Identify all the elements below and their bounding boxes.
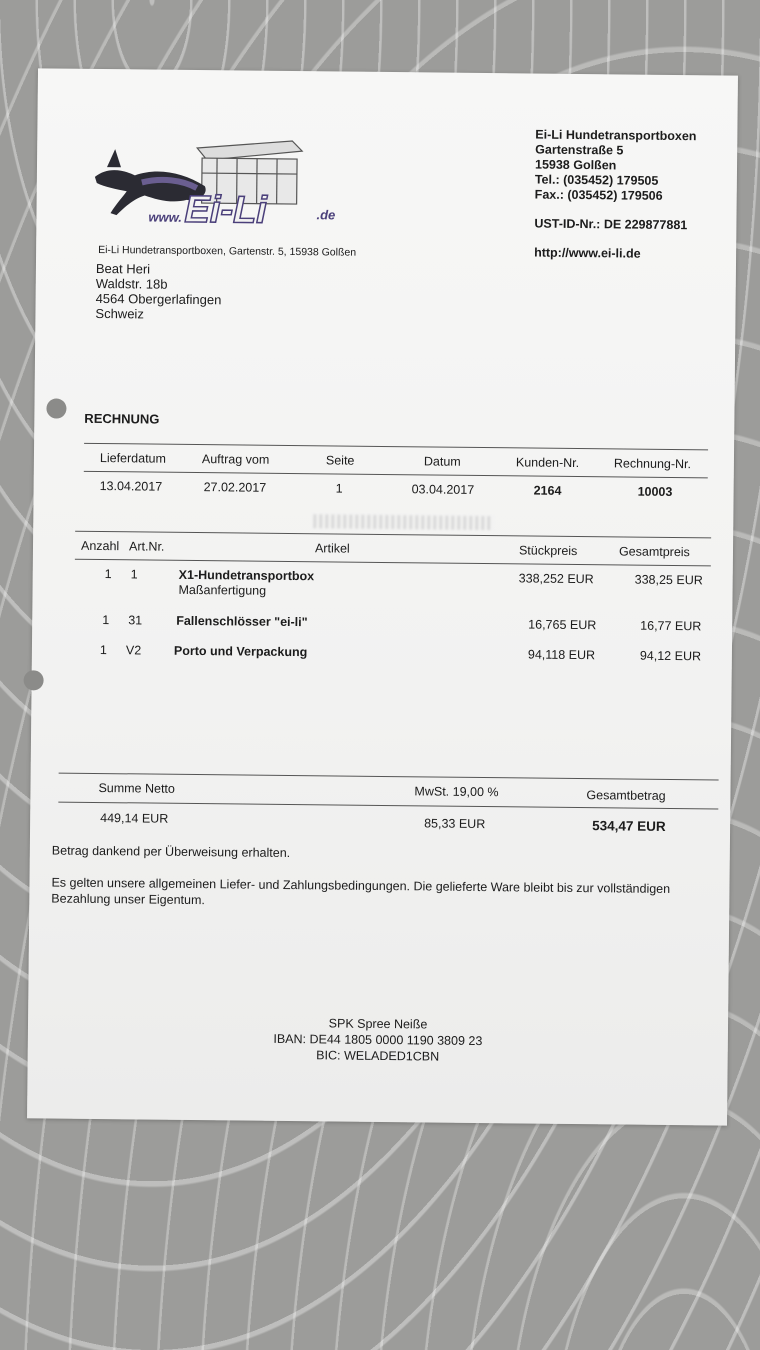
- meta-header-datum: Datum: [423, 454, 461, 469]
- meta-value-auftrag: 27.02.2017: [203, 480, 267, 495]
- redacted-area: [313, 514, 493, 530]
- recipient-address: [95, 261, 221, 322]
- item-1-title: X1-Hundetransportbox: [178, 567, 315, 584]
- net-value: 449,14 EUR: [100, 811, 169, 826]
- item-3-unit-price: 94,118 EUR: [527, 647, 596, 663]
- vat-value: 85,33 EUR: [424, 816, 486, 832]
- meta-top-rule: [84, 443, 708, 451]
- bank-name: SPK Spree Neiße: [328, 1016, 428, 1032]
- item-2-qty: 1: [102, 613, 110, 628]
- meta-value-kunden-nr: 2164: [533, 483, 562, 498]
- payment-note: Betrag dankend per Überweisung erhalten.: [51, 843, 291, 861]
- meta-header-seite: Seite: [325, 453, 355, 468]
- meta-header-rechnung-nr: Rechnung-Nr.: [613, 456, 692, 472]
- item-2-total: 16,77 EUR: [640, 618, 702, 634]
- company-phone: Tel.: (035452) 179505: [534, 172, 659, 188]
- meta-value-seite: 1: [335, 481, 343, 496]
- meta-value-datum: 03.04.2017: [411, 482, 475, 497]
- logo-suffix: .de: [316, 207, 336, 223]
- item-1-qty: 1: [104, 567, 112, 582]
- company-name: Ei-Li Hundetransportboxen: [535, 127, 697, 144]
- item-3-total: 94,12 EUR: [639, 648, 702, 664]
- item-3-qty: 1: [99, 643, 107, 658]
- items-header-gesamtpreis: Gesamtpreis: [618, 544, 690, 560]
- meta-value-rechnung-nr: 10003: [637, 484, 673, 500]
- meta-header-auftrag: Auftrag vom: [201, 452, 270, 467]
- totals-mid-rule: [58, 802, 718, 810]
- recipient-country: Schweiz: [95, 305, 144, 322]
- punch-hole-top: [46, 398, 66, 418]
- item-2-title: Fallenschlösser "ei-li": [176, 613, 308, 630]
- bank-bic: BIC: WELADED1CBN: [316, 1048, 440, 1064]
- gross-value: 534,47 EUR: [592, 818, 666, 834]
- meta-header-lieferdatum: Lieferdatum: [99, 451, 167, 466]
- bank-details: [228, 1014, 528, 1065]
- gross-label: Gesamtbetrag: [586, 788, 666, 803]
- item-2-art: 31: [128, 613, 143, 628]
- logo-main-text: Ei-Li: [184, 188, 268, 230]
- invoice-paper: [27, 68, 738, 1125]
- meta-mid-rule: [84, 471, 708, 479]
- item-1-subtitle: Maßanfertigung: [178, 582, 267, 598]
- company-street: Gartenstraße 5: [535, 142, 624, 158]
- company-fax: Fax.: (035452) 179506: [534, 187, 663, 203]
- recipient-city: 4564 Obergerlafingen: [95, 290, 222, 308]
- items-header-stueckpreis: Stückpreis: [518, 543, 578, 559]
- item-1-art: 1: [130, 567, 138, 582]
- vat-label: MwSt. 19,00 %: [414, 784, 499, 800]
- item-1-total: 338,25 EUR: [634, 572, 703, 588]
- recipient-street: Waldstr. 18b: [95, 275, 168, 292]
- item-2-unit-price: 16,765 EUR: [528, 617, 597, 633]
- items-header-artnr: Art.Nr.: [128, 539, 165, 554]
- item-3-title: Porto und Verpackung: [173, 643, 308, 660]
- logo-prefix: www.: [148, 209, 183, 225]
- meta-header-kunden-nr: Kunden-Nr.: [515, 455, 580, 471]
- company-website: http://www.ei-li.de: [534, 245, 641, 261]
- meta-value-lieferdatum: 13.04.2017: [99, 479, 163, 494]
- company-info: [534, 128, 697, 263]
- items-header-anzahl: Anzahl: [80, 538, 120, 554]
- net-label: Summe Netto: [98, 781, 175, 796]
- company-vat-id: UST-ID-Nr.: DE 229877881: [534, 216, 688, 233]
- return-address-line: Ei-Li Hundetransportboxen, Gartenstr. 5, 15938 Golßen: [98, 243, 357, 259]
- dog-and-box-logo-icon: [86, 137, 357, 230]
- bank-iban: IBAN: DE44 1805 0000 1190 3809 23: [273, 1031, 483, 1049]
- company-logo: [86, 137, 357, 230]
- punch-hole-bottom: [24, 670, 44, 690]
- items-mid-rule: [75, 559, 711, 567]
- terms-note: Es gelten unsere allgemeinen Liefer- und Zahlungsbedingungen. Die gelieferte Ware bleibt bis zur vollständigen Bezahlung unser Eigentum.: [51, 875, 671, 908]
- document-title: RECHNUNG: [84, 410, 160, 427]
- recipient-name: Beat Heri: [95, 260, 151, 277]
- items-header-artikel: Artikel: [314, 541, 350, 556]
- totals-top-rule: [59, 773, 719, 781]
- item-1-unit-price: 338,252 EUR: [518, 571, 594, 587]
- company-city: 15938 Golßen: [534, 157, 617, 173]
- items-top-rule: [75, 531, 711, 539]
- item-3-art: V2: [125, 643, 142, 658]
